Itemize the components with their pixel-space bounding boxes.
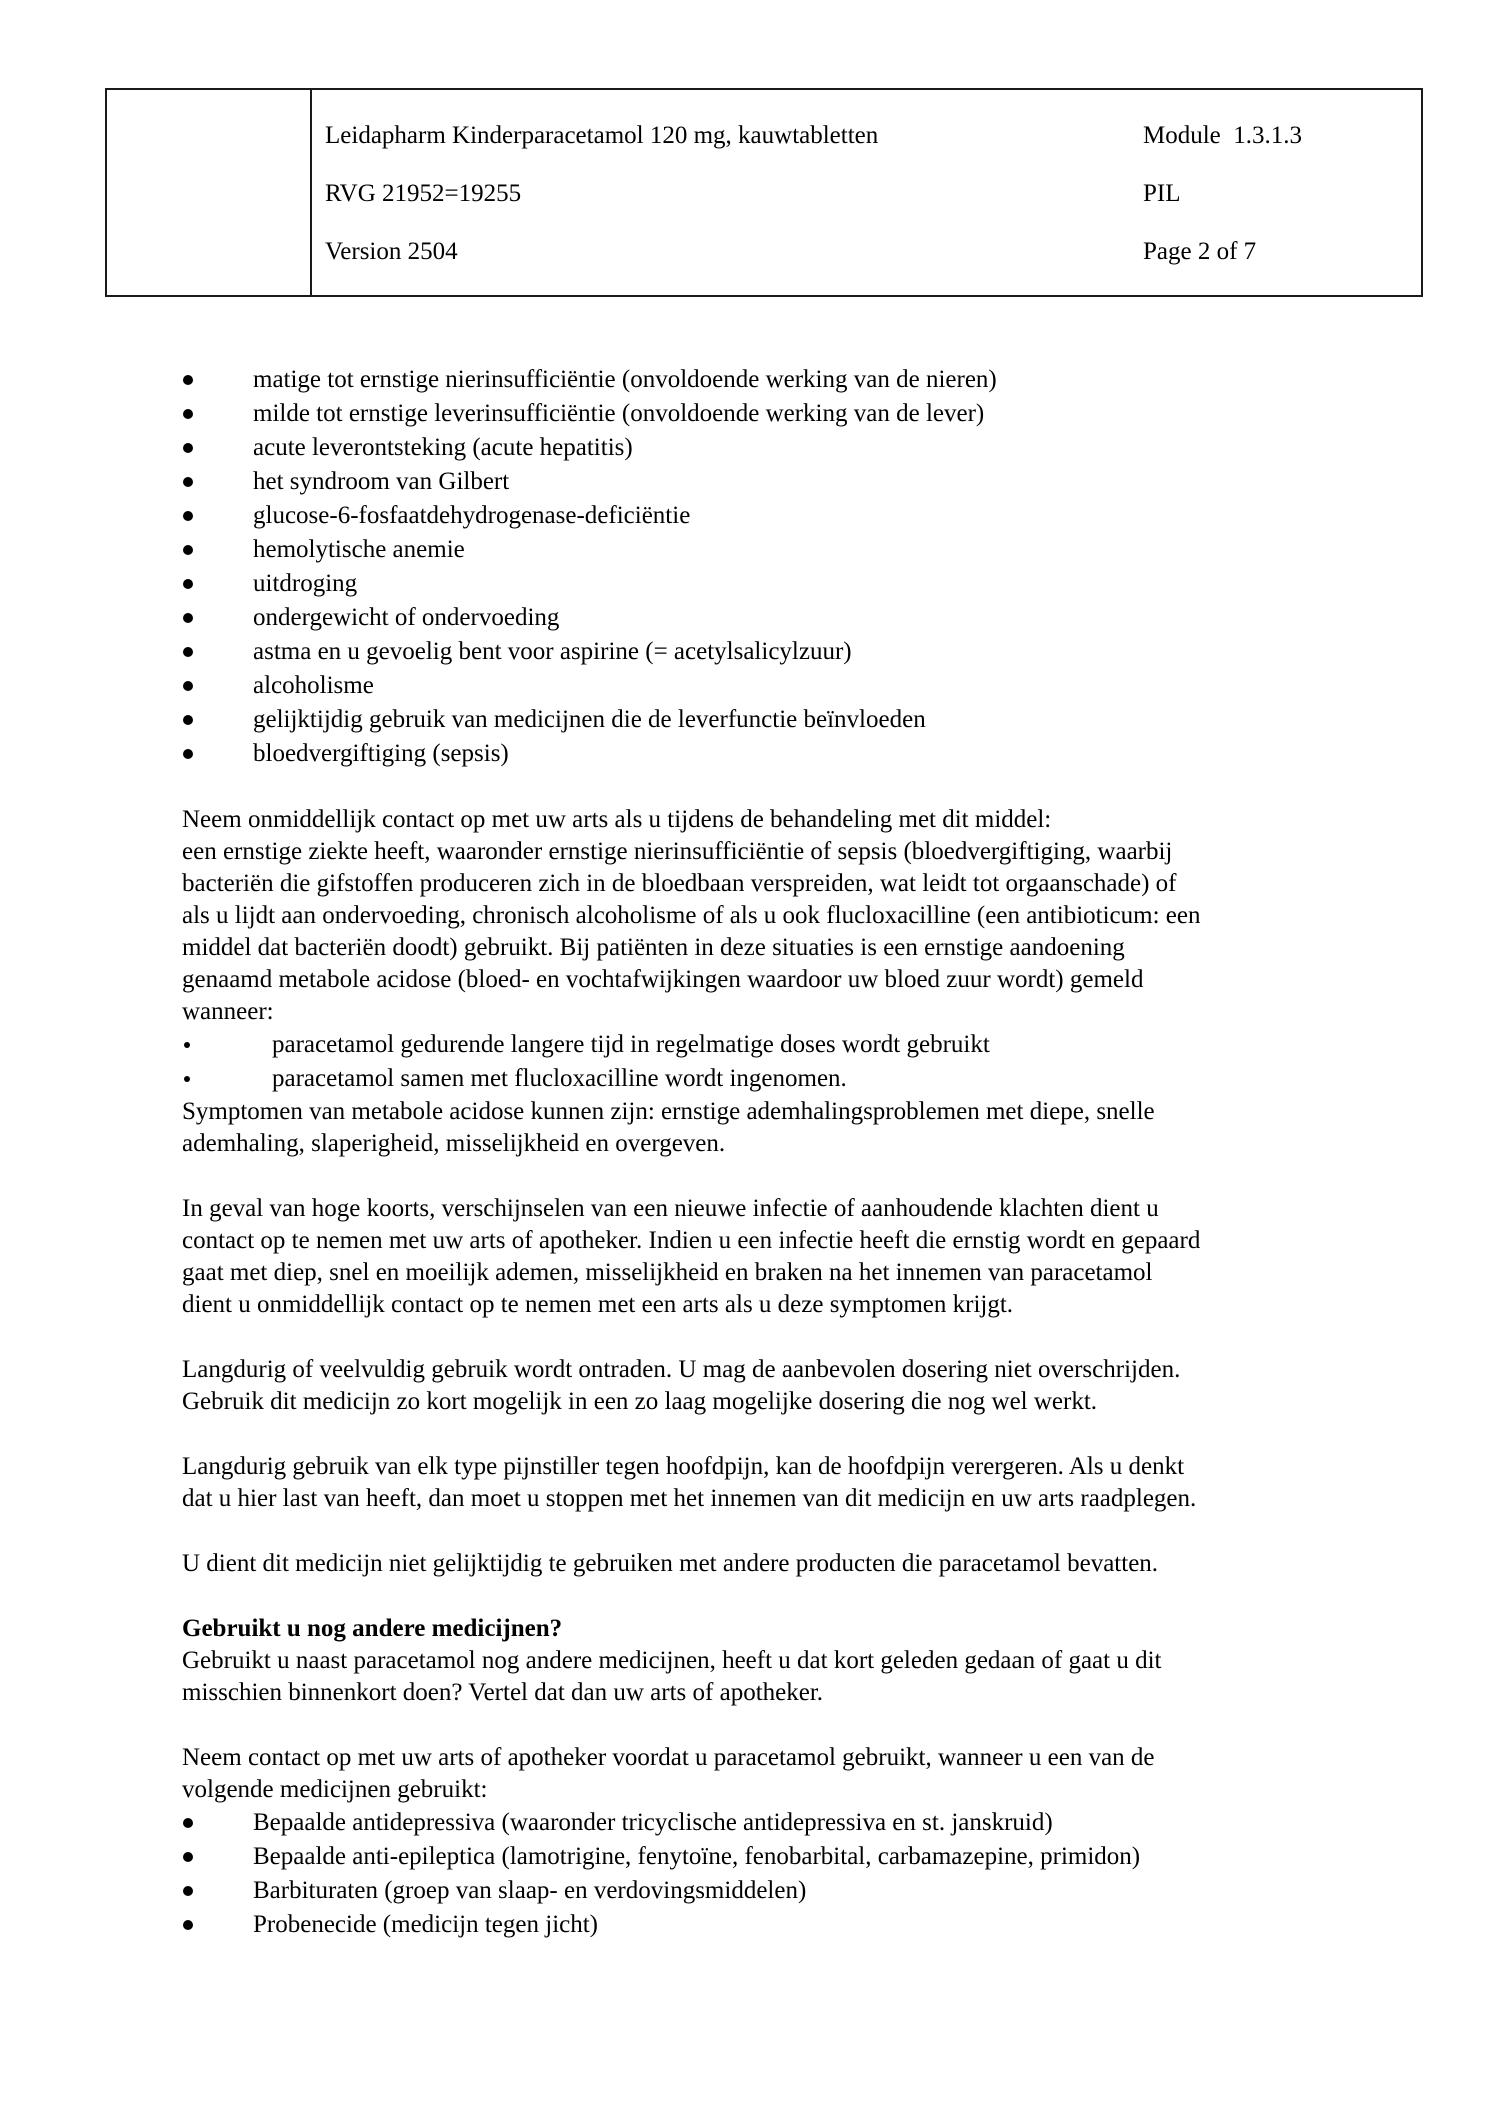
header-table [105, 88, 1423, 297]
bullet-list [182, 1028, 1422, 1096]
text-line: dat u hier last van heeft, dan moet u stoppen met het innemen van dit medicijn en uw arts raadplegen. [182, 1485, 1197, 1512]
text-line: gaat met diep, snel en moeilijk ademen, misselijkheid en braken na het innemen van paracetamol [182, 1259, 1153, 1286]
text-line: ademhaling, slaperigheid, misselijkheid en overgeven. [182, 1130, 726, 1157]
list-item: Barbituraten (groep van slaap- en verdovingsmiddelen) [182, 1874, 1422, 1908]
document-type: PIL [1143, 180, 1181, 207]
text-line: Neem contact op met uw arts of apotheker voordat u paracetamol gebruikt, wanneer u een van de [182, 1744, 1155, 1771]
header-empty-cell [107, 90, 312, 295]
text-line: dient u onmiddellijk contact op te nemen met een arts als u deze symptomen krijgt. [182, 1291, 1014, 1318]
list-item: bloedvergiftiging (sepsis) [182, 737, 1422, 771]
text-line: Neem onmiddellijk contact op met uw arts als u tijdens de behandeling met dit middel: [182, 806, 1052, 833]
rvg-number: RVG 21952=19255 [325, 180, 522, 207]
paragraph [182, 1096, 1422, 1160]
text-line: U dient dit medicijn niet gelijktijdig te gebruiken met andere producten die paracetamol bevatten. [182, 1550, 1159, 1577]
list-item: milde tot ernstige leverinsufficiëntie (onvoldoende werking van de lever) [182, 397, 1422, 431]
list-item: alcoholisme [182, 669, 1422, 703]
text-line: bacteriën die gifstoffen produceren zich in de bloedbaan verspreiden, wat leidt tot orgaanschade) of [182, 870, 1177, 897]
text-line: misschien binnenkort doen? Vertel dat dan uw arts of apotheker. [182, 1679, 824, 1706]
document-body [182, 363, 1422, 1942]
paragraph [182, 1548, 1422, 1580]
text-line: middel dat bacteriën doodt) gebruikt. Bij patiënten in deze situaties is een ernstige aandoening [182, 934, 1125, 961]
text-line: een ernstige ziekte heeft, waaronder ernstige nierinsufficiëntie of sepsis (bloedvergiftiging, waarbij [182, 838, 1173, 865]
list-item: gelijktijdig gebruik van medicijnen die de leverfunctie beïnvloeden [182, 703, 1422, 737]
bullet-list [182, 1806, 1422, 1942]
section-heading [182, 1613, 1422, 1645]
header-meta-cell [1130, 90, 1421, 295]
list-item: astma en u gevoelig bent voor aspirine (= acetylsalicylzuur) [182, 635, 1422, 669]
list-item: ondergewicht of ondervoeding [182, 601, 1422, 635]
list-item: het syndroom van Gilbert [182, 465, 1422, 499]
text-line: Gebruikt u naast paracetamol nog andere medicijnen, heeft u dat kort geleden gedaan of gaat u dit [182, 1647, 1162, 1674]
paragraph [182, 1354, 1422, 1418]
list-item: Probenecide (medicijn tegen jicht) [182, 1908, 1422, 1942]
page-number: Page 2 of 7 [1143, 238, 1257, 265]
text-line: Gebruik dit medicijn zo kort mogelijk in een zo laag mogelijke dosering die nog wel werkt. [182, 1388, 1098, 1415]
text-line: Langdurig of veelvuldig gebruik wordt ontraden. U mag de aanbevolen dosering niet overschrijden. [182, 1356, 1181, 1383]
text-line: Gebruikt u nog andere medicijnen? [182, 1615, 563, 1642]
text-line: volgende medicijnen gebruikt: [182, 1776, 488, 1803]
product-title: Leidapharm Kinderparacetamol 120 mg, kauwtabletten [325, 122, 879, 149]
list-item: Bepaalde anti-epileptica (lamotrigine, fenytoïne, fenobarbital, carbamazepine, primidon) [182, 1840, 1422, 1874]
paragraph [182, 1645, 1422, 1709]
module-number: Module 1.3.1.3 [1143, 122, 1303, 149]
paragraph [182, 1451, 1422, 1515]
header-product-cell [312, 90, 1130, 295]
list-item: glucose-6-fosfaatdehydrogenase-deficiëntie [182, 499, 1422, 533]
paragraph [182, 1193, 1422, 1321]
text-line: In geval van hoge koorts, verschijnselen van een nieuwe infectie of aanhoudende klachten dient u [182, 1195, 1159, 1222]
paragraph [182, 1742, 1422, 1806]
text-line: genaamd metabole acidose (bloed- en vochtafwijkingen waardoor uw bloed zuur wordt) gemeld [182, 966, 1144, 993]
text-line: contact op te nemen met uw arts of apotheker. Indien u een infectie heeft die ernstig wordt en gepaard [182, 1227, 1201, 1254]
list-item: paracetamol gedurende langere tijd in regelmatige doses wordt gebruikt [182, 1028, 1422, 1062]
text-line: als u lijdt aan ondervoeding, chronisch alcoholisme of als u ook flucloxacilline (een antibioticum: een [182, 902, 1201, 929]
text-line: Langdurig gebruik van elk type pijnstiller tegen hoofdpijn, kan de hoofdpijn verergeren. Als u denkt [182, 1453, 1185, 1480]
text-line: Symptomen van metabole acidose kunnen zijn: ernstige ademhalingsproblemen met diepe, snelle [182, 1098, 1155, 1125]
paragraph [182, 804, 1422, 1028]
version-label: Version 2504 [325, 238, 458, 265]
list-item: uitdroging [182, 567, 1422, 601]
list-item: hemolytische anemie [182, 533, 1422, 567]
list-item: paracetamol samen met flucloxacilline wordt ingenomen. [182, 1062, 1422, 1096]
text-line: wanneer: [182, 998, 274, 1025]
list-item: matige tot ernstige nierinsufficiëntie (onvoldoende werking van de nieren) [182, 363, 1422, 397]
bullet-list [182, 363, 1422, 771]
list-item: Bepaalde antidepressiva (waaronder tricyclische antidepressiva en st. janskruid) [182, 1806, 1422, 1840]
list-item: acute leverontsteking (acute hepatitis) [182, 431, 1422, 465]
